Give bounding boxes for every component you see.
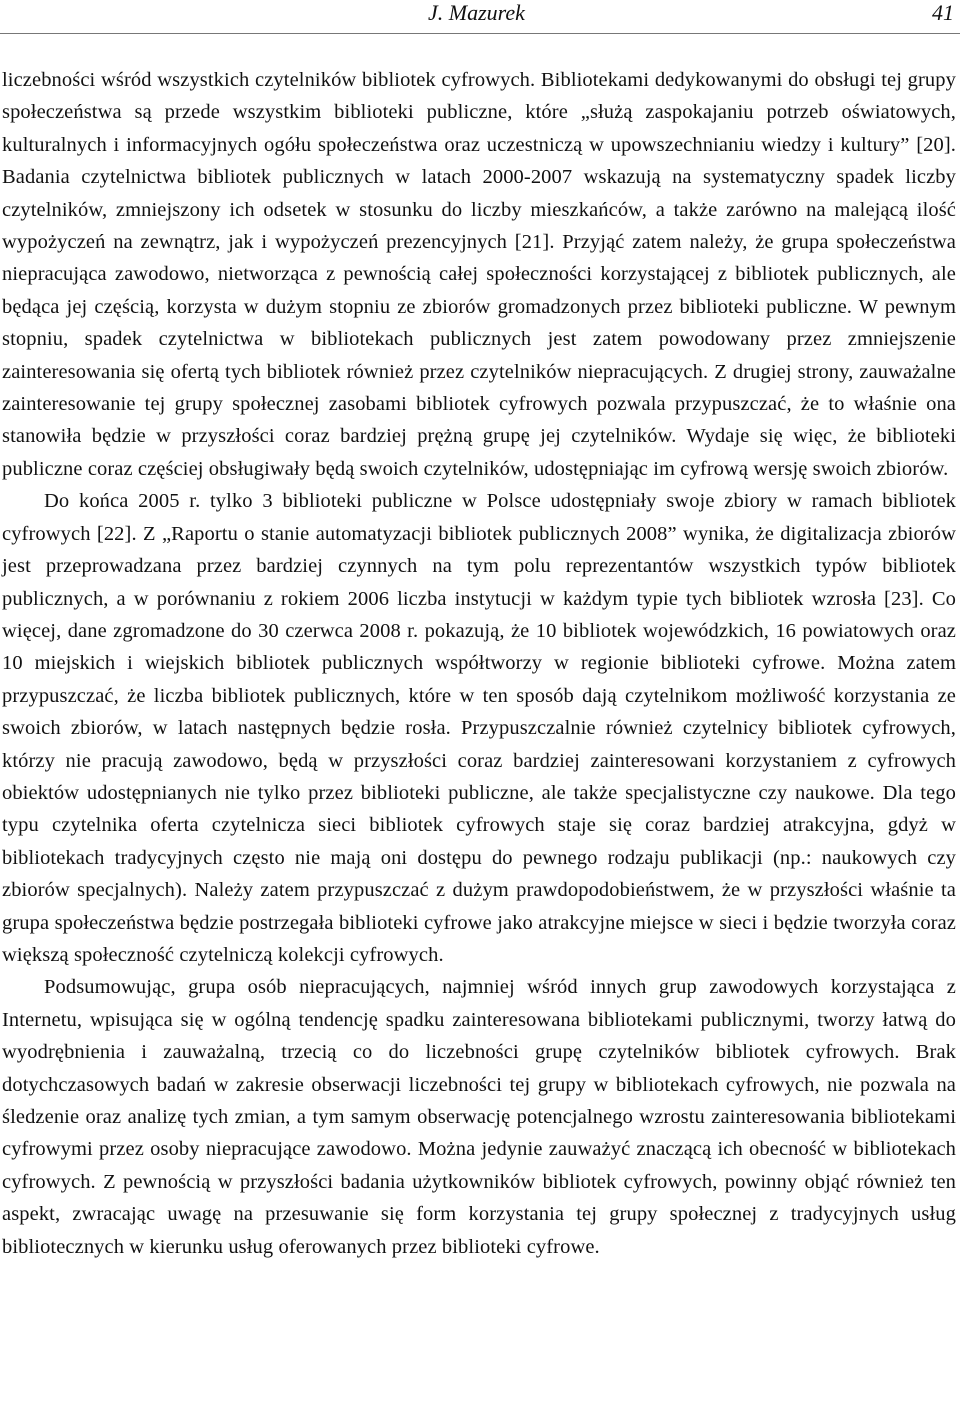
- body-text: [2, 64, 956, 1263]
- running-header-author: J. Mazurek: [428, 0, 525, 25]
- page-number: 41: [932, 0, 954, 25]
- header-rule: [0, 33, 960, 34]
- paragraph: Do końca 2005 r. tylko 3 biblioteki publiczne w Polsce udostępniały swoje zbiory w ramach bibliotek cyfrowych [22]. Z „Raportu o stanie automatyzacji bibliotek publicznych 2008” wynika, że digitalizacja zbiorów jest przeprowadzana przez bardziej czynnych na tym polu reprezentantów wszystkich typów bibliotek publicznych, a w porównaniu z rokiem 2006 liczba instytucji w każdym typie tych bibliotek wzrosła [23]. Co więcej, dane zgromadzone do 30 czerwca 2008 r. pokazują, że 10 bibliotek wojewódzkich, 16 powiatowych oraz 10 miejskich i wiejskich bibliotek publicznych współtworzy w regionie biblioteki cyfrowe. Można zatem przypuszczać, że liczba bibliotek publicznych, które w ten sposób dają czytelnikom możliwość korzystania ze swoich zbiorów, w latach następnych będzie rosła. Przypuszczalnie również czytelnicy bibliotek cyfrowych, którzy nie pracują zawodowo, będą w przyszłości coraz bardziej zainteresowani korzystaniem z cyfrowych obiektów udostępnianych nie tylko przez biblioteki publiczne, ale także specjalistyczne czy naukowe. Dla tego typu czytelnika oferta czytelnicza sieci bibliotek cyfrowych staje się coraz bardziej atrakcyjna, gdyż w bibliotekach tradycyjnych często nie mają oni dostępu do pewnego rodzaju publikacji (np.: naukowych czy zbiorów specjalnych). Należy zatem przypuszczać z dużym prawdopodobieństwem, że w przyszłości właśnie ta grupa społeczeństwa będzie postrzegała biblioteki cyfrowe jako atrakcyjne miejsce w sieci i będzie tworzyła coraz większą społeczność czytelniczą kolekcji cyfrowych.: [2, 490, 956, 966]
- paragraph: Podsumowując, grupa osób niepracujących, najmniej wśród innych grup zawodowych korzystająca z Internetu, wpisująca się w ogólną tendencję spadku zainteresowana bibliotekami publicznymi, tworzy łatwą do wyodrębnienia i zauważalną, trzecią co do liczebności grupę czytelników bibliotek cyfrowych. Brak dotychczasowych badań w zakresie obserwacji liczebności tej grupy w bibliotekach cyfrowych, nie pozwala na śledzenie oraz analizę tych zmian, a tym samym obserwację potencjalnego wzrostu zainteresowania bibliotekami cyfrowymi przez osoby niepracujące zawodowo. Można jedynie zauważyć znaczącą ich obecność w bibliotekach cyfrowych. Z pewnością w przyszłości badania użytkowników bibliotek cyfrowych, powinny objąć również ten aspekt, zwracając uwagę na przesuwanie się form korzystania tej grupy społecznej z tradycyjnych usług bibliotecznych w kierunku usług oferowanych przez biblioteki cyfrowe.: [2, 976, 956, 1258]
- paragraph-continued: liczebności wśród wszystkich czytelników bibliotek cyfrowych. Bibliotekami dedykowanymi do obsługi tej grupy społeczeństwa są przede wszystkim biblioteki publiczne, które „służą zaspokajaniu potrzeb oświatowych, kulturalnych i informacyjnych ogółu społeczeństwa oraz uczestniczą w upowszechnianiu wiedzy i kultury” [20]. Badania czytelnictwa bibliotek publicznych w latach 2000-2007 wskazują na systematyczny spadek liczby czytelników, zmniejszony ich odsetek w stosunku do liczby mieszkańców, a także zarówno na malejącą ilość wypożyczeń na zewnątrz, jak i wypożyczeń prezencyjnych [21]. Przyjąć zatem należy, że grupa społeczeństwa niepracująca zawodowo, nietworząca z pewnością całej społeczności korzystającej z bibliotek publicznych, ale będąca jej częścią, korzysta w dużym stopniu ze zbiorów gromadzonych przez biblioteki publiczne. W pewnym stopniu, spadek czytelnictwa w bibliotekach publicznych jest zatem powodowany przez zmniejszenie zainteresowania się ofertą tych bibliotek również przez czytelników niepracujących. Z drugiej strony, zauważalne zainteresowanie tej grupy społecznej zasobami bibliotek cyfrowych pozwala przypuszczać, że to właśnie ona stanowiła będzie w przyszłości coraz bardziej prężną grupę jej czytelników. Wydaje się więc, że biblioteki publiczne coraz częściej obsługiwały będą swoich czytelników, udostępniając im cyfrową wersję swoich zbiorów.: [2, 69, 956, 480]
- running-header: [0, 0, 960, 28]
